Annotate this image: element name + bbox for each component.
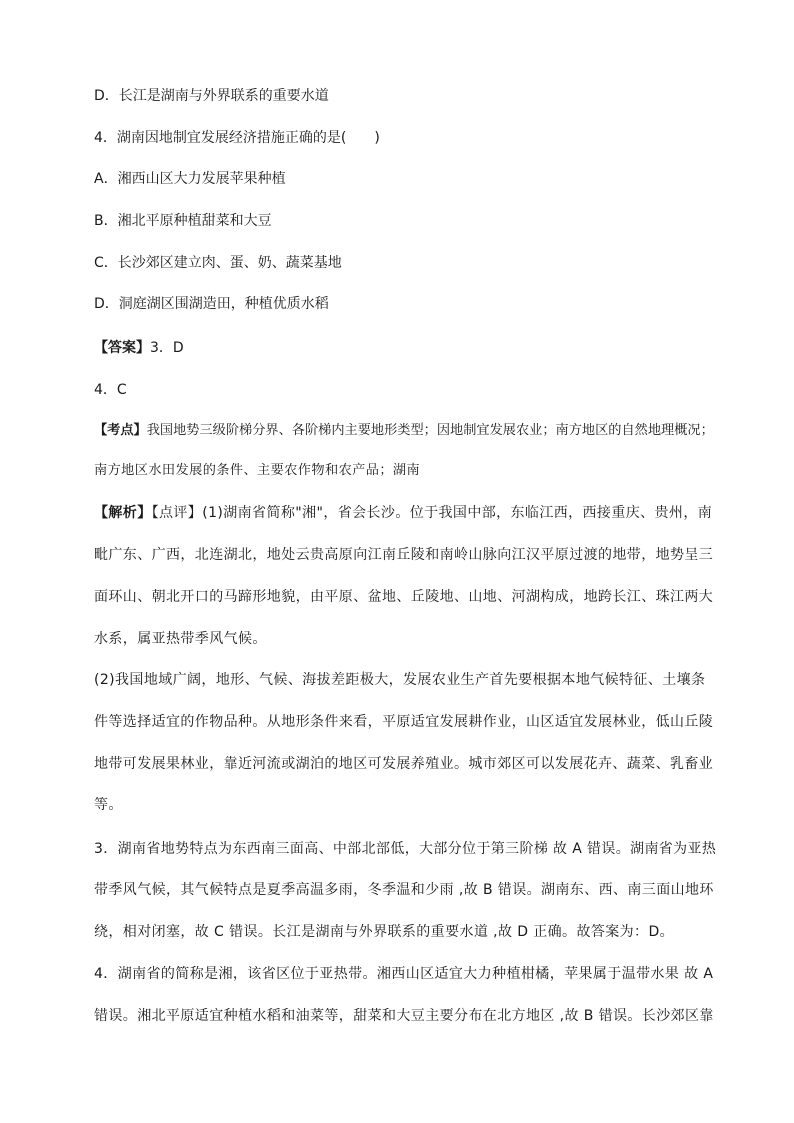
- jiexi-p3-line-1: 3．湖南省地势特点为东西南三面高、中部北部低，大部分位于第三阶梯 故 A 错误。湖南省为亚热: [94, 841, 717, 857]
- q4-option-b: B．湘北平原种植甜菜和大豆: [94, 213, 272, 229]
- jiexi-p3-line-3: 绕，相对闭塞，故 C 错误。长江是湖南与外界联系的重要水道 ,故 D 正确。故答案为：D。: [94, 924, 675, 940]
- q3-option-d: D．长江是湖南与外界联系的重要水道: [94, 88, 329, 104]
- jiexi-p3-line-2: 带季风气候，其气候特点是夏季高温多雨，冬季温和少雨 ,故 B 错误。湖南东、西、南三面山地环: [94, 882, 714, 898]
- jiexi-p2-line-4: 等。: [94, 797, 123, 813]
- jiexi-line-1: 【解析】【点评】(1)湖南省简称"湘"，省会长沙。位于我国中部，东临江西，西接重庆、贵州，南: [94, 505, 713, 521]
- answer-tag: 【答案】: [94, 340, 150, 356]
- kaodian-tag: 【考点】: [94, 423, 147, 438]
- answer-4: 4．C: [94, 382, 127, 398]
- q4-stem: 4．湖南因地制宜发展经济措施正确的是( ): [94, 130, 380, 146]
- jiexi-p4-line-1: 4．湖南省的简称是湘，该省区位于亚热带。湘西山区适宜大力种植柑橘，苹果属于温带水果 故 A: [94, 966, 714, 982]
- q4-option-c: C．长沙郊区建立肉、蛋、奶、蔬菜基地: [94, 255, 342, 271]
- kaodian-line-1: 【考点】我国地势三级阶梯分界、各阶梯内主要地形类型；因地制宜发展农业；南方地区的自然地理概况；: [94, 423, 714, 438]
- jiexi-p2-line-1: (2)我国地域广阔，地形、气候、海拔差距极大，发展农业生产首先要根据本地气候特征、土壤条: [94, 672, 706, 688]
- jiexi-p2-line-3: 地带可发展果林业，靠近河流或湖泊的地区可发展养殖业。城市郊区可以发展花卉、蔬菜、乳畜业: [94, 756, 714, 772]
- kaodian-line-2: 南方地区水田发展的条件、主要农作物和农产品；湖南: [94, 463, 421, 478]
- answer-3: 3．D: [150, 340, 184, 356]
- jiexi-p4-line-2: 错误。湘北平原适宜种植水稻和油菜等，甜菜和大豆主要分布在北方地区 ,故 B 错误。长沙郊区靠: [94, 1008, 714, 1024]
- jiexi-tag: 【解析】: [94, 505, 152, 521]
- q4-option-a: A．湘西山区大力发展苹果种植: [94, 171, 286, 187]
- q4-option-d: D．洞庭湖区围湖造田，种植优质水稻: [94, 296, 329, 312]
- jiexi-line-4: 水系，属亚热带季风气候。: [94, 631, 267, 647]
- answer-line-1: [94, 338, 184, 358]
- jiexi-line-3: 面环山、朝北开口的马蹄形地貌，由平原、盆地、丘陵地、山地、河湖构成，地跨长江、珠江两大: [94, 589, 714, 605]
- jiexi-line-2: 毗广东、广西，北连湖北，地处云贵高原向江南丘陵和南岭山脉向江汉平原过渡的地带，地势呈三: [94, 547, 714, 563]
- jiexi-p2-line-2: 件等选择适宜的作物品种。从地形条件来看，平原适宜发展耕作业，山区适宜发展林业，低山丘陵: [94, 714, 714, 730]
